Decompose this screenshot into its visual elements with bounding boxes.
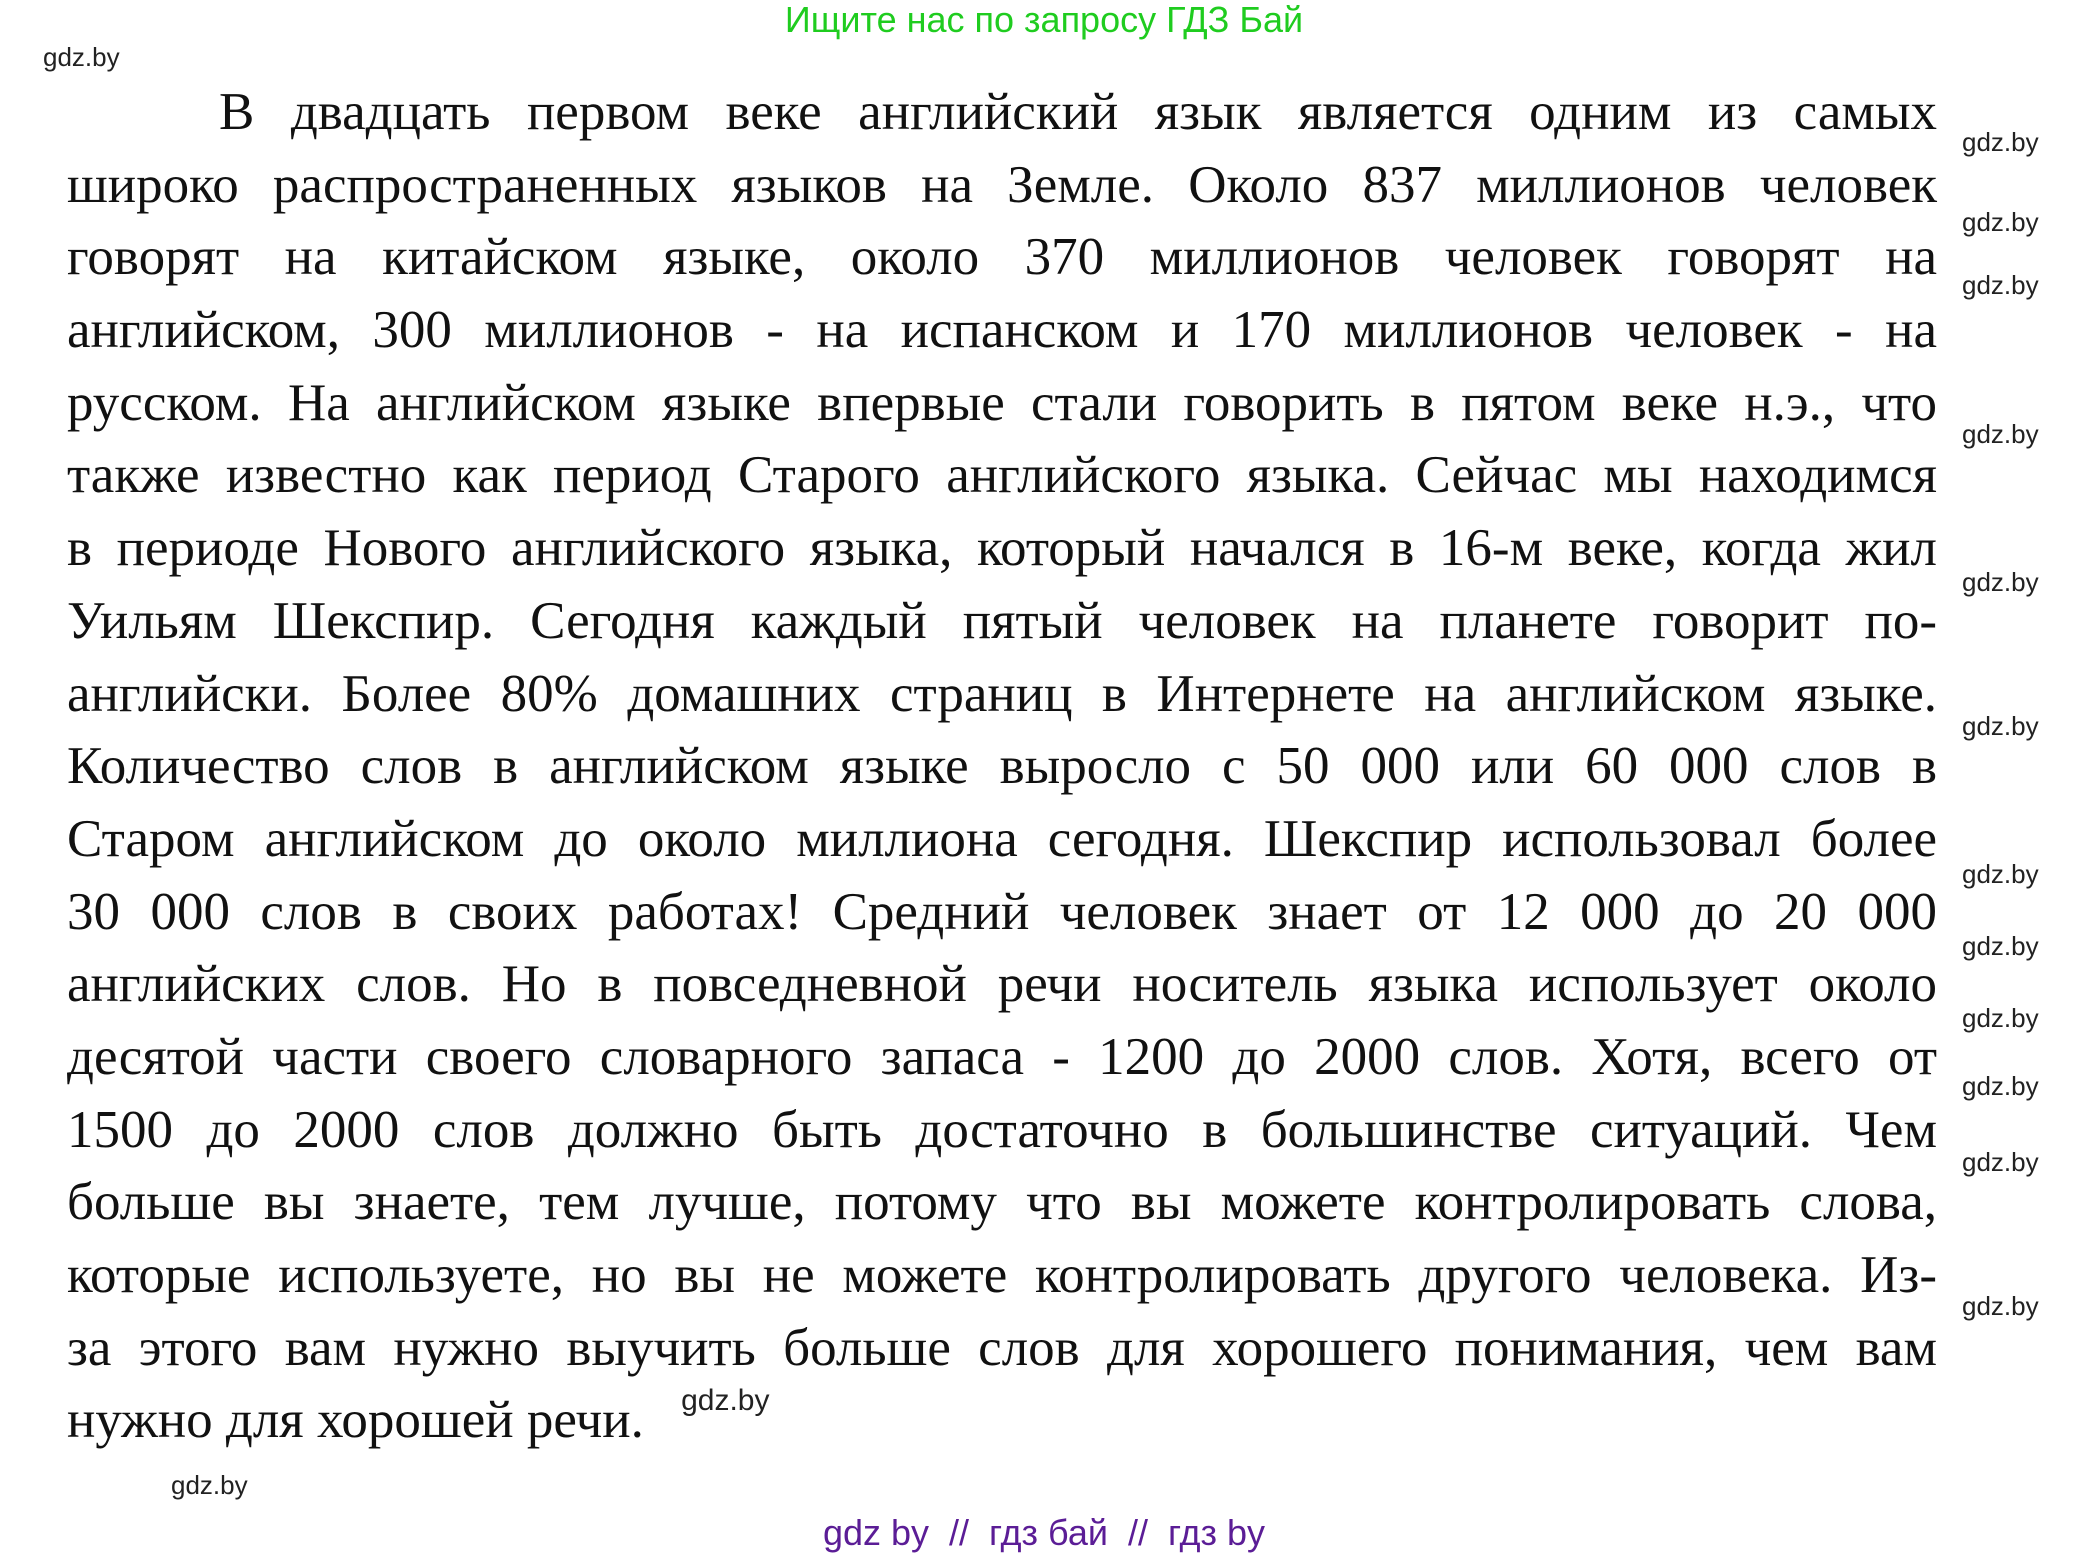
watermark: gdz.by — [1962, 1147, 2039, 1177]
text-line: 30 000 слов в своих работах! Средний человек знает от 12 000 до 20 000 — [67, 882, 1937, 941]
text-line: нужно для хорошей речи. — [67, 1391, 644, 1450]
watermark: gdz.by — [1962, 1071, 2039, 1101]
text-line: В двадцать первом веке английский язык является одним из самых — [219, 83, 1937, 141]
watermark: gdz.by — [1962, 711, 2039, 741]
text-line: русском. На английском языке впервые стали говорить в пятом веке н.э., что — [67, 373, 1937, 432]
watermark: gdz.by — [681, 1384, 770, 1418]
watermark: gdz.by — [43, 42, 120, 72]
text-line: широко распространенных языков на Земле. Около 837 миллионов человек — [67, 155, 1937, 214]
watermark: gdz.by — [1962, 127, 2039, 157]
text-line: также известно как период Старого английского языка. Сейчас мы находимся — [67, 446, 1937, 505]
text-line: Старом английском до около миллиона сегодня. Шекспир использовал более — [67, 809, 1937, 868]
translation-text — [67, 76, 1937, 1457]
watermark: gdz.by — [1962, 1291, 2039, 1321]
text-line: Количество слов в английском языке выросло с 50 000 или 60 000 слов в — [67, 737, 1937, 796]
text-line: 1500 до 2000 слов должно быть достаточно в большинстве ситуаций. Чем — [67, 1100, 1937, 1159]
footer-links: gdz by // гдз бай // гдз by — [822, 1512, 1266, 1553]
text-line: десятой части своего словарного запаса - 1200 до 2000 слов. Хотя, всего от — [67, 1027, 1937, 1086]
text-line: говорят на китайском языке, около 370 миллионов человек говорят на — [67, 228, 1937, 287]
watermark: gdz.by — [1962, 1003, 2039, 1033]
text-line: английски. Более 80% домашних страниц в Интернете на английском языке. — [67, 664, 1937, 723]
search-hint-banner: Ищите нас по запросу ГДЗ Бай — [784, 0, 1304, 40]
watermark: gdz.by — [171, 1470, 248, 1500]
text-line: в периоде Нового английского языка, который начался в 16-м веке, когда жил — [67, 519, 1937, 578]
watermark: gdz.by — [1962, 207, 2039, 237]
watermark: gdz.by — [1962, 931, 2039, 961]
watermark: gdz.by — [1962, 270, 2039, 300]
text-line: больше вы знаете, тем лучше, потому что вы можете контролировать слова, — [67, 1173, 1937, 1232]
text-line: за этого вам нужно выучить больше слов для хорошего понимания, чем вам — [67, 1318, 1937, 1377]
text-line: английском, 300 миллионов - на испанском и 170 миллионов человек - на — [67, 301, 1937, 360]
watermark: gdz.by — [1962, 419, 2039, 449]
watermark: gdz.by — [1962, 859, 2039, 889]
watermark: gdz.by — [1962, 567, 2039, 597]
text-line: Уильям Шекспир. Сегодня каждый пятый человек на планете говорит по- — [67, 591, 1937, 650]
text-line: английских слов. Но в повседневной речи носитель языка использует около — [67, 955, 1937, 1014]
text-line: которые используете, но вы не можете контролировать другого человека. Из- — [67, 1246, 1937, 1304]
last-line-row — [67, 1384, 1937, 1457]
